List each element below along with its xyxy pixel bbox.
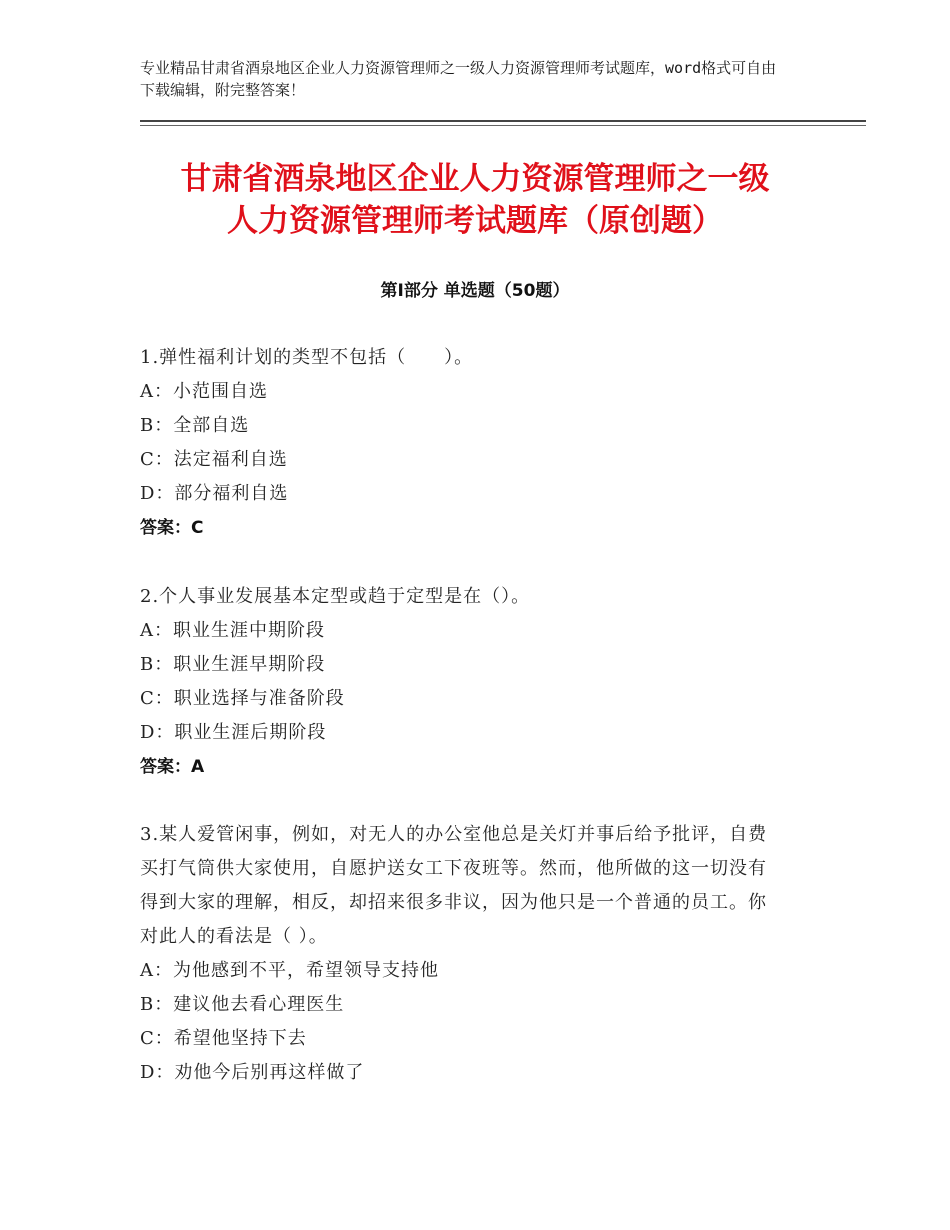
document-title: [100, 158, 850, 242]
option-d: D：劝他今后别再这样做了: [140, 1062, 365, 1083]
answer: 答案：C: [140, 518, 204, 538]
option-d: D：部分福利自选: [140, 483, 289, 504]
question-stem: 2.个人事业发展基本定型或趋于定型是在（）。: [140, 586, 531, 607]
document-title-line-1: 甘肃省酒泉地区企业人力资源管理师之一级: [180, 161, 770, 197]
question-1: [140, 341, 780, 545]
option-b: B：职业生涯早期阶段: [140, 654, 326, 675]
header-divider-thin: [140, 125, 866, 126]
question-stem: 1.弹性福利计划的类型不包括（ ）。: [140, 347, 474, 368]
header-divider-thick: [140, 120, 866, 122]
question-2: [140, 580, 780, 784]
option-a: A：为他感到不平，希望领导支持他: [140, 960, 439, 981]
option-c: C：职业选择与准备阶段: [140, 688, 345, 709]
option-b: B：建议他去看心理医生: [140, 994, 345, 1015]
option-a: A：小范围自选: [140, 381, 268, 402]
question-stem: 3.某人爱管闲事，例如，对无人的办公室他总是关灯并事后给予批评，自费买打气筒供大家使用，自愿护送女工下夜班等。然而，他所做的这一切没有得到大家的理解，相反，却招来很多非议，因为他只是一个普通的员工。你对此人的看法是（ ）。: [140, 824, 768, 947]
header-note: 专业精品甘肃省酒泉地区企业人力资源管理师之一级人力资源管理师考试题库，word格式可自由下载编辑，附完整答案！: [140, 59, 777, 99]
question-3: [140, 818, 780, 1090]
document-title-line-2: 人力资源管理师考试题库（原创题）: [227, 203, 723, 239]
option-d: D：职业生涯后期阶段: [140, 722, 327, 743]
section-title: 第Ⅰ部分 单选题（50题）: [380, 281, 570, 301]
answer: 答案：A: [140, 757, 205, 777]
option-c: C：希望他坚持下去: [140, 1028, 307, 1049]
option-a: A：职业生涯中期阶段: [140, 620, 325, 641]
option-b: B：全部自选: [140, 415, 250, 436]
option-c: C：法定福利自选: [140, 449, 288, 470]
